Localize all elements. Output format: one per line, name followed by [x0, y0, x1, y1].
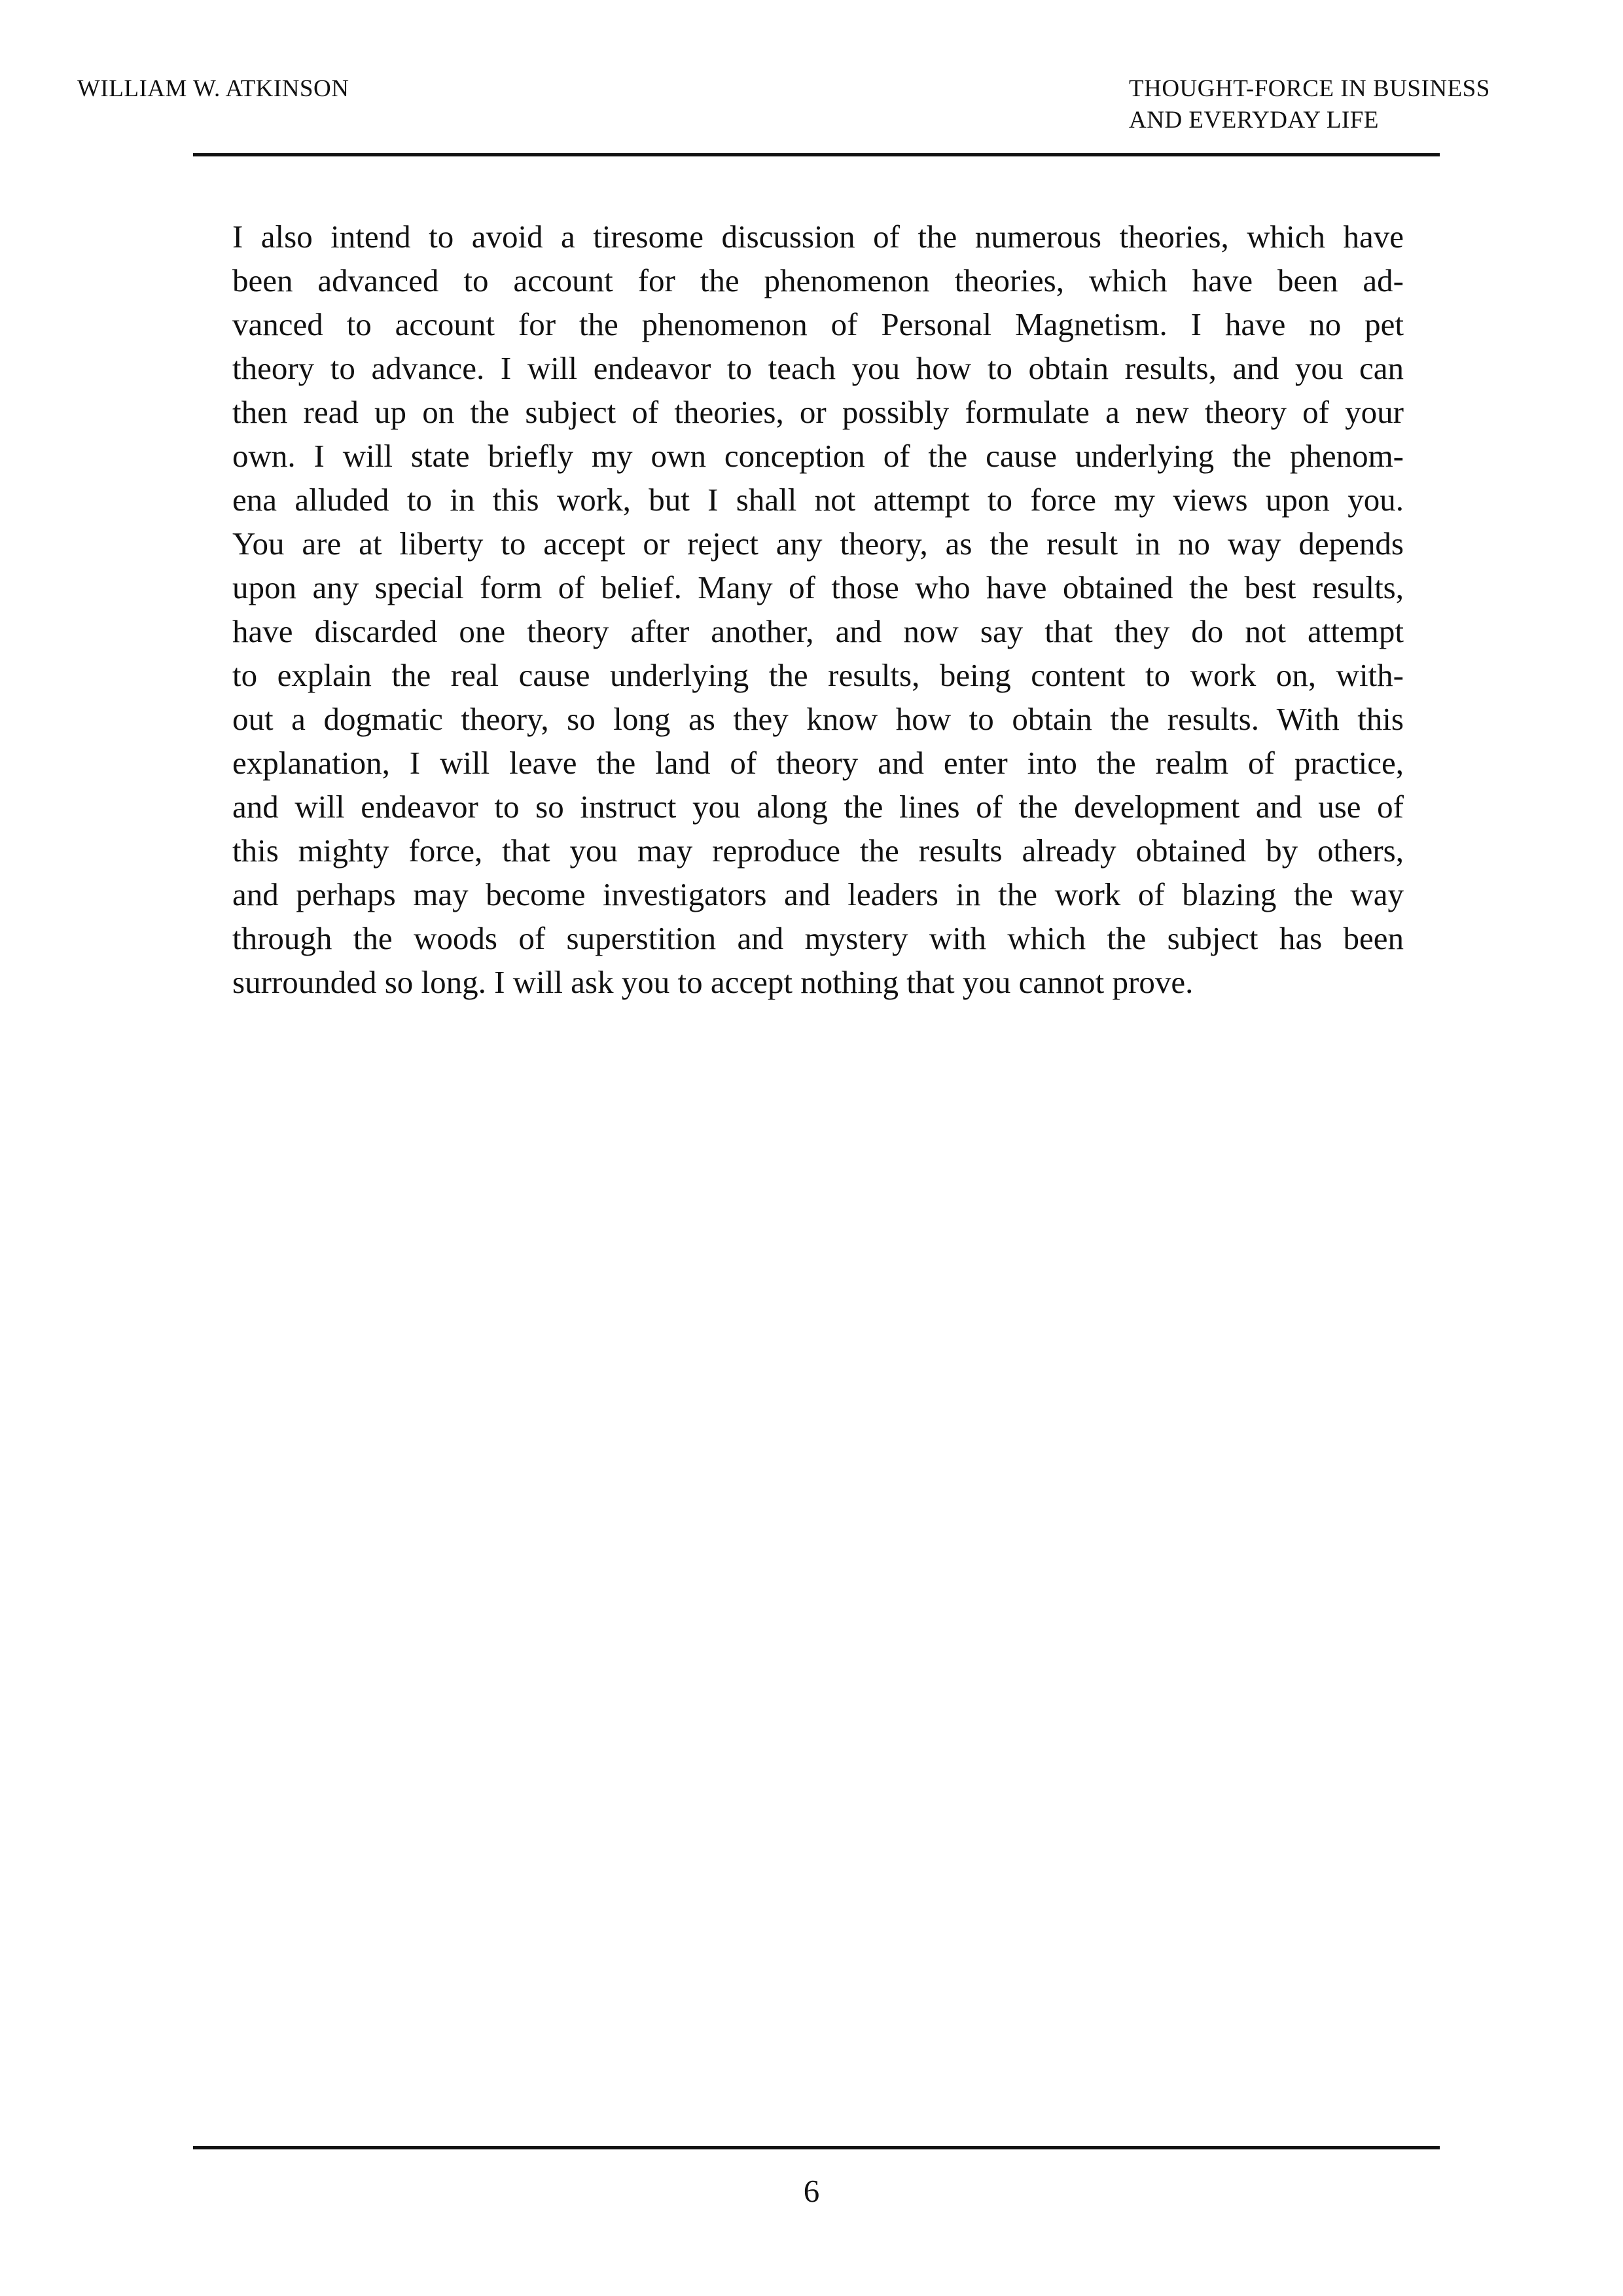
text-line: vanced to account for the phenomenon of Personal Magnetism. I have no pet — [232, 306, 1404, 342]
text-line: surrounded so long. I will ask you to accept nothing that you cannot prove. — [232, 964, 1194, 1000]
text-line: You are at liberty to accept or reject any theory, as the result in no way depends — [232, 526, 1404, 562]
text-line: and will endeavor to so instruct you along the lines of the development and use of — [232, 789, 1404, 825]
running-head-title-line: THOUGHT-FORCE IN BUSINESS — [1129, 75, 1490, 102]
text-line: theory to advance. I will endeavor to teach you how to obtain results, and you can — [232, 350, 1404, 386]
text-line: upon any special form of belief. Many of those who have obtained the best results, — [232, 569, 1404, 605]
running-head-title-line: AND EVERYDAY LIFE — [1129, 107, 1379, 134]
text-line: I also intend to avoid a tiresome discussion of the numerous theories, which have — [232, 219, 1404, 255]
text-line: then read up on the subject of theories, or possibly formulate a new theory of your — [232, 394, 1404, 430]
text-line: been advanced to account for the phenomenon theories, which have been ad- — [232, 262, 1404, 298]
body-paragraph — [232, 215, 1404, 1004]
footer-rule — [193, 2146, 1440, 2149]
text-line: and perhaps may become investigators and leaders in the work of blazing the way — [232, 876, 1404, 912]
text-line: ena alluded to in this work, but I shall not attempt to force my views upon you. — [232, 482, 1404, 518]
text-line: have discarded one theory after another, and now say that they do not attempt — [232, 613, 1404, 649]
text-line: this mighty force, that you may reproduce the results already obtained by others, — [232, 833, 1404, 869]
text-line: to explain the real cause underlying the results, being content to work on, with- — [232, 657, 1404, 693]
page-number: 6 — [803, 2173, 820, 2209]
running-head-title — [1129, 73, 1490, 136]
header-rule — [193, 153, 1440, 156]
text-line: own. I will state briefly my own conception of the cause underlying the phenom- — [232, 438, 1404, 474]
text-line: explanation, I will leave the land of theory and enter into the realm of practice, — [232, 745, 1404, 781]
running-head-author: WILLIAM W. ATKINSON — [77, 75, 349, 102]
text-line: out a dogmatic theory, so long as they know how to obtain the results. With this — [232, 701, 1404, 737]
text-line: through the woods of superstition and mystery with which the subject has been — [232, 920, 1404, 956]
